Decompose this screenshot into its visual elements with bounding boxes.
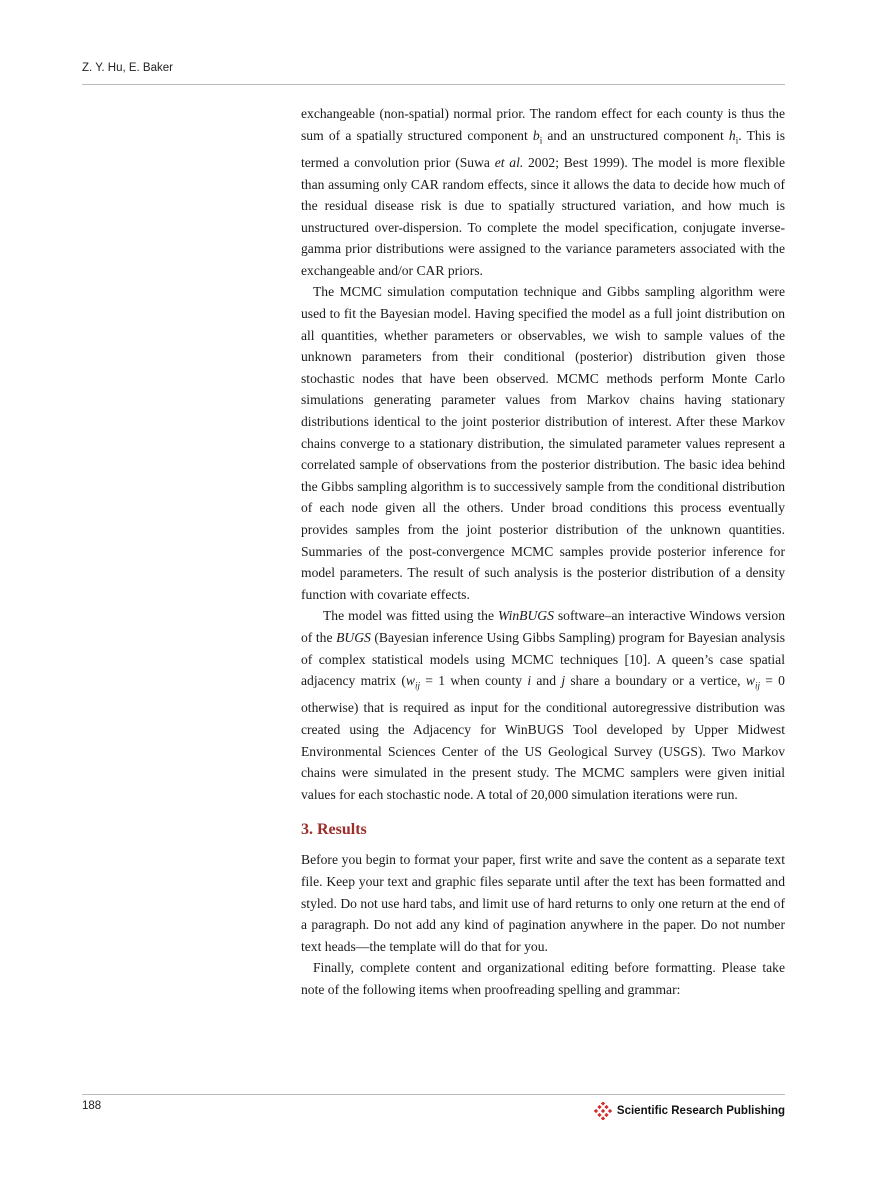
body-text [301,103,785,1001]
paragraph-3: The model was fitted using the WinBUGS software–an interactive Windows version of the BUGS (Bayesian inference Using Gibbs Sampling) program for Bayesian analysis of complex statistical models using MCMC techniques [10]. A queen’s case spatial adjacency matrix ($w_{ij} = 1$ when county i and j share a boundary or a vertice, $w_{ij} = 0$ otherwise) that is required as input for the conditional autoregressive distribution was created using the Adjacency for WinBUGS Tool developed by Upper Midwest Environmental Sciences Center of the US Geological Survey (USGS). Two Markov chains were simulated in the present study. The MCMC samplers were given initial values for each stochastic node. A total of 20,000 simulation iterations were run. [301,608,786,802]
paragraph-5: Finally, complete content and organizational editing before formatting. Please take note of the following items when proofreading spelling and grammar: [301,960,785,997]
paragraph-4: Before you begin to format your paper, first write and save the content as a separate text file. Keep your text and graphic files separate until after the text has been formatted and styled. Do not use hard tabs, and limit use of hard returns to only one return at the end of a paragraph. Do not add any kind of pagination anywhere in the paper. Do not number text heads—the template will do that for you. [301,852,785,954]
paragraph-2: The MCMC simulation computation technique and Gibbs sampling algorithm were used to fit the Bayesian model. Having specified the model as a full joint distribution on all quantities, whether parameters or observables, we wish to sample values of the unknown parameters from their conditional (posterior) distribution given those stochastic nodes that have been observed. MCMC methods perform Monte Carlo simulations generating parameter values from Markov chains having stationary distributions identical to the joint posterior distribution of interest. After these Markov chains converge to a stationary distribution, the simulated parameter values represent a correlated sample of observations from the posterior distribution. The basic idea behind the Gibbs sampling algorithm is to successively sample from the conditional distribution of each node given all the others. Under broad conditions this process eventually provides samples from the joint posterior distribution of the unknown quantities. Summaries of the post-convergence MCMC samples provide posterior inference for model parameters. The result of such analysis is the posterior distribution of a density function with covariate effects. [301,284,785,602]
paragraph-1: exchangeable (non-spatial) normal prior. The random effect for each county is thus the sum of a spatially structured component $b_i$ and an unstructured component $h_i$. This is termed a convolution prior (Suwa et al. 2002; Best 1999). The model is more flexible than assuming only CAR random effects, since it allows the data to decide how much of the residual disease risk is due to spatially structured variation, and how much is unstructured over-dispersion. To complete the model specification, conjugate inverse-gamma prior distributions were assigned to the variance parameters associated with the exchangeable and/or CAR priors. [301,106,785,278]
publisher-logo-icon [594,1102,612,1120]
publisher-name: Scientific Research Publishing [616,1105,785,1117]
publisher-logo [594,1102,785,1120]
header-divider [82,84,785,85]
footer-divider [82,1094,785,1095]
section-heading-results: 3. Results [301,821,367,839]
running-head-authors: Z. Y. Hu, E. Baker [82,62,173,74]
page-number: 188 [82,1100,102,1112]
